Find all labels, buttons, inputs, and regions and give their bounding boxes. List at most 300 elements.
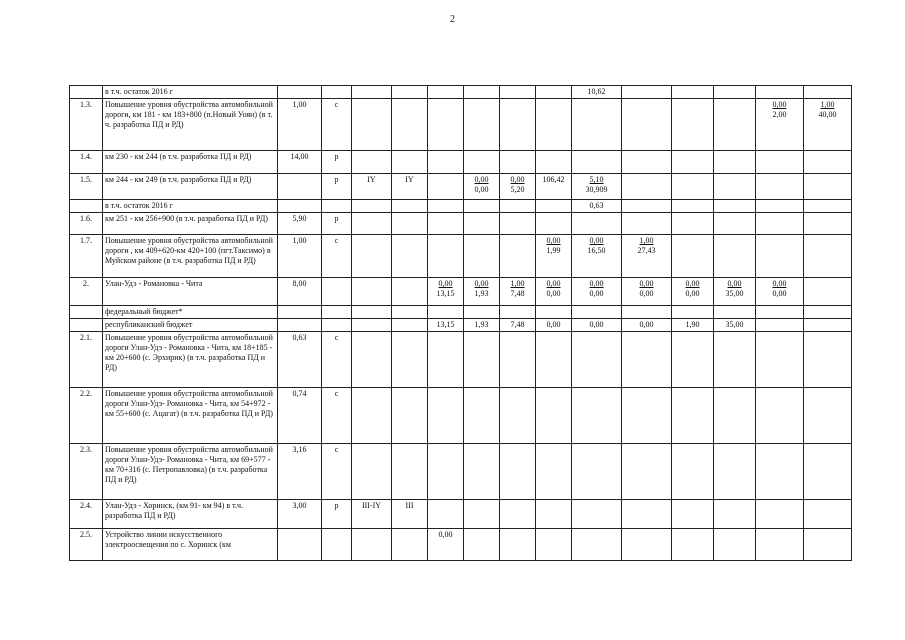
value-cell	[572, 151, 622, 174]
row-category-target: IY	[392, 174, 428, 200]
table-row	[70, 319, 852, 332]
value-top: 0,00	[685, 279, 700, 288]
value-cell	[672, 200, 714, 213]
value-top: 0,00	[438, 279, 453, 288]
row-name: республиканский бюджет	[103, 319, 278, 332]
row-category-current	[352, 444, 392, 500]
value-top: 0,00	[474, 279, 489, 288]
row-type: с	[322, 388, 352, 444]
value-bottom: 13,15	[436, 289, 455, 298]
value-cell	[804, 151, 852, 174]
row-number: 1.6.	[70, 213, 103, 235]
row-category-target	[392, 332, 428, 388]
value-cell	[464, 388, 500, 444]
value-top: 7,48	[510, 320, 525, 329]
row-category-target	[392, 388, 428, 444]
value-cell	[804, 278, 852, 306]
row-type: с	[322, 235, 352, 278]
value-cell	[622, 213, 672, 235]
value-bottom: 0,00	[474, 185, 489, 194]
row-category-current	[352, 99, 392, 151]
value-cell	[622, 278, 672, 306]
value-top: 0,00	[589, 236, 604, 245]
value-cell	[536, 235, 572, 278]
row-type	[322, 200, 352, 213]
value-bottom: 1,99	[546, 246, 561, 255]
value-top: 0,00	[772, 100, 787, 109]
value-cell	[756, 213, 804, 235]
value-cell	[672, 86, 714, 99]
value-cell	[672, 444, 714, 500]
value-cell	[464, 529, 500, 561]
row-category-current	[352, 332, 392, 388]
value-cell	[428, 306, 464, 319]
value-cell	[572, 529, 622, 561]
value-cell	[428, 529, 464, 561]
value-cell	[804, 444, 852, 500]
value-cell	[756, 151, 804, 174]
value-cell	[714, 306, 756, 319]
value-top: 0,00	[546, 279, 561, 288]
value-cell	[756, 332, 804, 388]
row-category-target	[392, 213, 428, 235]
row-category-target	[392, 444, 428, 500]
value-cell	[572, 235, 622, 278]
value-cell	[464, 213, 500, 235]
value-cell	[464, 174, 500, 200]
row-length	[278, 529, 322, 561]
value-bottom: 0,00	[772, 289, 787, 298]
value-cell	[756, 529, 804, 561]
value-cell	[714, 278, 756, 306]
row-number	[70, 319, 103, 332]
row-category-current	[352, 151, 392, 174]
value-cell	[622, 99, 672, 151]
value-cell	[714, 444, 756, 500]
value-cell	[672, 151, 714, 174]
page-number: 2	[450, 14, 455, 25]
value-top: 0,00	[772, 279, 787, 288]
value-cell	[500, 99, 536, 151]
value-cell	[536, 200, 572, 213]
row-category-current	[352, 278, 392, 306]
value-cell	[714, 332, 756, 388]
row-category-current	[352, 388, 392, 444]
value-cell	[714, 200, 756, 213]
row-category-target	[392, 306, 428, 319]
value-cell	[536, 151, 572, 174]
row-type: р	[322, 174, 352, 200]
value-cell	[500, 306, 536, 319]
value-cell	[756, 200, 804, 213]
value-cell	[622, 529, 672, 561]
row-name: Улан-Удэ - Хоринск, (км 91- км 94) в т.ч. разработка ПД и РД)	[103, 500, 278, 529]
value-cell	[672, 235, 714, 278]
value-cell	[714, 213, 756, 235]
value-cell	[622, 306, 672, 319]
value-top: 0,00	[589, 320, 604, 329]
row-number	[70, 306, 103, 319]
value-cell	[622, 200, 672, 213]
value-cell	[756, 306, 804, 319]
value-cell	[804, 500, 852, 529]
value-top: 0,00	[510, 175, 525, 184]
value-top: 1,00	[510, 279, 525, 288]
row-number: 1.4.	[70, 151, 103, 174]
road-program-table	[69, 85, 852, 561]
value-bottom: 40,00	[818, 110, 837, 119]
value-top: 0,00	[546, 320, 561, 329]
row-type: с	[322, 444, 352, 500]
value-cell	[756, 99, 804, 151]
row-length: 14,00	[278, 151, 322, 174]
value-cell	[536, 319, 572, 332]
value-bottom: 0,00	[546, 289, 561, 298]
value-cell	[500, 200, 536, 213]
value-cell	[622, 444, 672, 500]
value-cell	[756, 319, 804, 332]
row-number: 2.	[70, 278, 103, 306]
value-top: 0,00	[639, 279, 654, 288]
table-row	[70, 213, 852, 235]
value-cell	[500, 319, 536, 332]
value-cell	[536, 99, 572, 151]
value-cell	[756, 278, 804, 306]
row-category-target	[392, 235, 428, 278]
row-category-current	[352, 529, 392, 561]
value-cell	[536, 388, 572, 444]
value-cell	[464, 99, 500, 151]
row-category-target	[392, 99, 428, 151]
table-row	[70, 500, 852, 529]
value-cell	[804, 174, 852, 200]
value-bottom: 5,20	[510, 185, 525, 194]
value-cell	[536, 529, 572, 561]
value-bottom: 106,42	[542, 175, 565, 184]
value-cell	[536, 86, 572, 99]
table-row	[70, 151, 852, 174]
value-cell	[672, 529, 714, 561]
row-category-current	[352, 319, 392, 332]
value-top: 10,62	[587, 87, 606, 96]
value-cell	[500, 213, 536, 235]
row-name: км 251 - км 256+900 (в т.ч. разработка ПД и РД)	[103, 213, 278, 235]
table-row	[70, 332, 852, 388]
table-row	[70, 388, 852, 444]
row-name: Повышение уровня обустройства автомобильной дороги, км 181 - км 183+800 (п.Новый Уоян) (в т. ч. разработка ПД и РД)	[103, 99, 278, 151]
value-cell	[500, 529, 536, 561]
row-name: в т.ч. остаток 2016 г	[103, 86, 278, 99]
value-cell	[536, 444, 572, 500]
value-cell	[622, 332, 672, 388]
value-cell	[572, 319, 622, 332]
row-name: км 230 - км 244 (в т.ч. разработка ПД и РД)	[103, 151, 278, 174]
row-length: 3,00	[278, 500, 322, 529]
row-number: 1.7.	[70, 235, 103, 278]
row-length	[278, 86, 322, 99]
value-cell	[500, 332, 536, 388]
row-name: Повышение уровня обустройства автомобильной дороги Улан-Удэ - Романовка - Чита, км 18+185 - км 20+600 (с. Эрхирик) (в т.ч. разработка ПД и РД)	[103, 332, 278, 388]
value-cell	[672, 213, 714, 235]
value-cell	[672, 319, 714, 332]
row-length	[278, 306, 322, 319]
row-number: 2.5.	[70, 529, 103, 561]
row-category-current	[352, 306, 392, 319]
value-top: 0,00	[727, 279, 742, 288]
row-name: Улан-Удэ - Романовка - Чита	[103, 278, 278, 306]
value-cell	[536, 278, 572, 306]
value-top: 1,00	[820, 100, 835, 109]
value-top: 1,90	[685, 320, 700, 329]
row-type	[322, 529, 352, 561]
row-name: в т.ч. остаток 2016 г	[103, 200, 278, 213]
value-cell	[500, 388, 536, 444]
value-cell	[464, 278, 500, 306]
value-cell	[714, 319, 756, 332]
value-cell	[500, 174, 536, 200]
value-cell	[804, 86, 852, 99]
value-cell	[714, 99, 756, 151]
value-cell	[572, 174, 622, 200]
row-number	[70, 86, 103, 99]
value-cell	[622, 86, 672, 99]
value-cell	[622, 319, 672, 332]
row-category-current	[352, 213, 392, 235]
row-name: Повышение уровня обустройства автомобильной дороги Улан-Удэ- Романовка - Чита, км 54+972 - км 55+600 (с. Ацагат) (в т.ч. разработка ПД и РД)	[103, 388, 278, 444]
value-cell	[428, 213, 464, 235]
value-cell	[536, 174, 572, 200]
row-type	[322, 86, 352, 99]
value-cell	[572, 86, 622, 99]
row-number: 1.5.	[70, 174, 103, 200]
row-length	[278, 174, 322, 200]
table-row	[70, 200, 852, 213]
table-row	[70, 86, 852, 99]
value-cell	[804, 306, 852, 319]
value-cell	[756, 86, 804, 99]
value-top: 0,00	[589, 279, 604, 288]
value-bottom: 30,909	[585, 185, 608, 194]
value-cell	[572, 444, 622, 500]
value-cell	[464, 306, 500, 319]
row-name: Повышение уровня обустройства автомобильной дороги , км 409+620-км 420+100 (пгт.Таксимо) в Муйском районе (в т.ч. разработка ПД и РД)	[103, 235, 278, 278]
value-cell	[536, 500, 572, 529]
value-top: 0,63	[589, 201, 604, 210]
value-cell	[572, 200, 622, 213]
value-cell	[804, 200, 852, 213]
row-category-current	[352, 200, 392, 213]
value-cell	[804, 332, 852, 388]
row-category-current	[352, 235, 392, 278]
value-cell	[622, 500, 672, 529]
value-cell	[714, 388, 756, 444]
value-cell	[464, 235, 500, 278]
value-cell	[428, 444, 464, 500]
value-cell	[500, 151, 536, 174]
value-cell	[572, 388, 622, 444]
value-cell	[464, 200, 500, 213]
value-cell	[756, 235, 804, 278]
value-cell	[500, 500, 536, 529]
value-cell	[428, 319, 464, 332]
value-top: 1,93	[474, 320, 489, 329]
value-bottom: 35,00	[725, 289, 744, 298]
value-cell	[622, 151, 672, 174]
value-cell	[464, 500, 500, 529]
value-cell	[672, 99, 714, 151]
value-cell	[672, 174, 714, 200]
row-category-target	[392, 200, 428, 213]
row-number: 2.4.	[70, 500, 103, 529]
value-cell	[428, 278, 464, 306]
value-cell	[804, 99, 852, 151]
value-cell	[804, 235, 852, 278]
value-cell	[672, 306, 714, 319]
value-top: 5,10	[589, 175, 604, 184]
row-category-target	[392, 86, 428, 99]
row-category-current	[352, 86, 392, 99]
row-number: 2.3.	[70, 444, 103, 500]
value-cell	[500, 444, 536, 500]
value-bottom: 0,00	[589, 289, 604, 298]
row-length	[278, 319, 322, 332]
row-category-current: IY	[352, 174, 392, 200]
value-cell	[804, 213, 852, 235]
value-top: 13,15	[436, 320, 455, 329]
value-cell	[804, 388, 852, 444]
row-name: км 244 - км 249 (в т.ч. разработка ПД и РД)	[103, 174, 278, 200]
value-cell	[464, 319, 500, 332]
value-bottom: 16,50	[587, 246, 606, 255]
table-row	[70, 306, 852, 319]
value-bottom: 0,00	[685, 289, 700, 298]
value-cell	[428, 332, 464, 388]
value-top: 35,00	[725, 320, 744, 329]
value-cell	[428, 500, 464, 529]
value-top: 0,00	[546, 236, 561, 245]
row-type	[322, 319, 352, 332]
row-type: р	[322, 213, 352, 235]
value-cell	[464, 86, 500, 99]
row-length: 0,63	[278, 332, 322, 388]
row-length: 5,90	[278, 213, 322, 235]
row-name: Устройство линии искусственного электроосвещения по с. Хоринск (км	[103, 529, 278, 561]
value-cell	[756, 500, 804, 529]
row-length: 8,00	[278, 278, 322, 306]
value-cell	[428, 174, 464, 200]
value-top: 0,00	[639, 320, 654, 329]
value-cell	[572, 500, 622, 529]
value-cell	[428, 151, 464, 174]
value-cell	[464, 444, 500, 500]
table-row	[70, 235, 852, 278]
table-row	[70, 278, 852, 306]
value-cell	[714, 174, 756, 200]
value-cell	[536, 306, 572, 319]
row-length: 0,74	[278, 388, 322, 444]
row-number	[70, 200, 103, 213]
value-bottom: 0,00	[639, 289, 654, 298]
value-bottom: 27,43	[637, 246, 656, 255]
row-type: с	[322, 332, 352, 388]
value-top: 0,00	[474, 175, 489, 184]
table-row	[70, 444, 852, 500]
row-length: 1,00	[278, 235, 322, 278]
value-cell	[714, 500, 756, 529]
value-cell	[622, 174, 672, 200]
value-cell	[428, 86, 464, 99]
row-category-target	[392, 529, 428, 561]
row-type: р	[322, 151, 352, 174]
row-number: 2.1.	[70, 332, 103, 388]
value-cell	[672, 388, 714, 444]
row-type	[322, 278, 352, 306]
value-cell	[464, 332, 500, 388]
value-cell	[500, 235, 536, 278]
value-cell	[500, 278, 536, 306]
value-cell	[714, 151, 756, 174]
value-cell	[428, 388, 464, 444]
row-category-target	[392, 319, 428, 332]
value-cell	[428, 99, 464, 151]
value-cell	[536, 332, 572, 388]
value-cell	[428, 200, 464, 213]
value-bottom: 2,00	[772, 110, 787, 119]
value-cell	[572, 213, 622, 235]
row-type	[322, 306, 352, 319]
value-cell	[756, 388, 804, 444]
value-cell	[756, 174, 804, 200]
value-cell	[572, 332, 622, 388]
value-cell	[714, 235, 756, 278]
value-cell	[672, 278, 714, 306]
value-cell	[672, 500, 714, 529]
row-category-target	[392, 151, 428, 174]
value-cell	[672, 332, 714, 388]
row-category-current: III-IY	[352, 500, 392, 529]
value-bottom: 7,48	[510, 289, 525, 298]
value-cell	[622, 388, 672, 444]
value-cell	[572, 99, 622, 151]
row-type: р	[322, 500, 352, 529]
row-category-target: III	[392, 500, 428, 529]
row-number: 1.3.	[70, 99, 103, 151]
value-cell	[572, 278, 622, 306]
value-top: 0,00	[438, 530, 453, 539]
row-length: 1,00	[278, 99, 322, 151]
row-number: 2.2.	[70, 388, 103, 444]
value-cell	[464, 151, 500, 174]
value-cell	[572, 306, 622, 319]
value-cell	[536, 213, 572, 235]
value-cell	[804, 529, 852, 561]
value-cell	[714, 86, 756, 99]
value-cell	[714, 529, 756, 561]
value-top: 1,00	[639, 236, 654, 245]
value-cell	[756, 444, 804, 500]
table-row	[70, 174, 852, 200]
row-category-target	[392, 278, 428, 306]
row-name: Повышение уровня обустройства автомобильной дороги Улан-Удэ- Романовка - Чита, км 69+577 - км 70+316 (с. Петропавловка) (в т.ч. разработка ПД и РД)	[103, 444, 278, 500]
value-cell	[428, 235, 464, 278]
table-row	[70, 529, 852, 561]
row-name: федеральный бюджет*	[103, 306, 278, 319]
value-bottom: 1,93	[474, 289, 489, 298]
value-cell	[804, 319, 852, 332]
table-row	[70, 99, 852, 151]
row-length	[278, 200, 322, 213]
row-length: 3,16	[278, 444, 322, 500]
